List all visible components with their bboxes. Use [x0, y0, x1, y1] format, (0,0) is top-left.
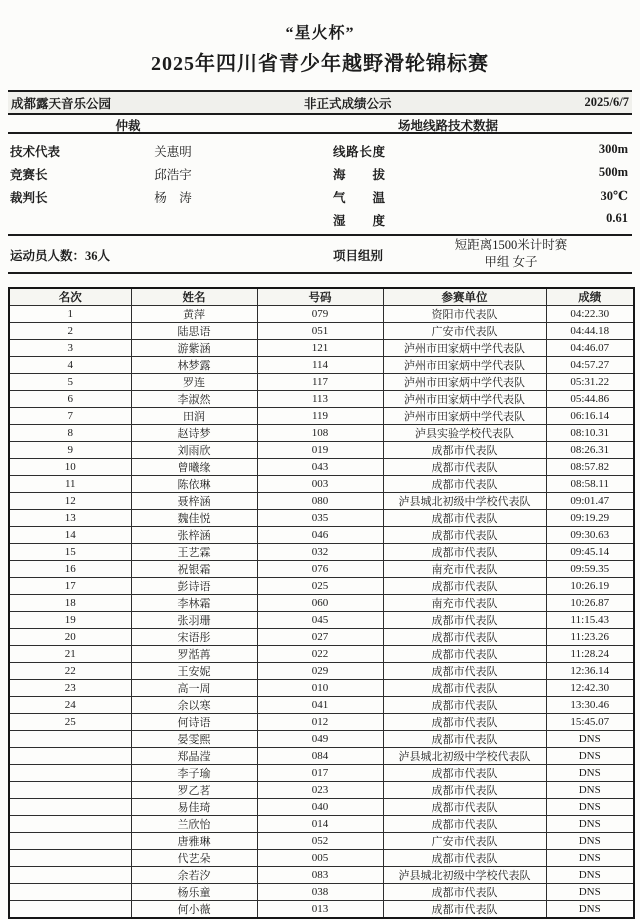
table-row	[9, 374, 634, 391]
course-metric: 海拔	[333, 168, 385, 182]
table-row	[9, 408, 634, 425]
bib-cell: 052	[257, 833, 383, 850]
name-cell: 刘雨欣	[131, 442, 257, 459]
team-cell: 成都市代表队	[383, 714, 546, 731]
rank-cell: 6	[9, 391, 131, 408]
result-cell: DNS	[546, 765, 634, 782]
result-cell: 04:22.30	[546, 306, 634, 323]
table-row	[9, 714, 634, 731]
result-cell: 09:59.35	[546, 561, 634, 578]
result-cell: 11:23.26	[546, 629, 634, 646]
team-cell: 成都市代表队	[383, 799, 546, 816]
bib-cell: 041	[257, 697, 383, 714]
rank-cell: 9	[9, 442, 131, 459]
bib-cell: 005	[257, 850, 383, 867]
result-cell: 08:57.82	[546, 459, 634, 476]
bib-cell: 038	[257, 884, 383, 901]
result-column-header: 成绩	[546, 288, 634, 306]
bib-cell: 051	[257, 323, 383, 340]
rank-cell: 2	[9, 323, 131, 340]
bib-cell: 025	[257, 578, 383, 595]
team-cell: 泸州市田家炳中学代表队	[383, 374, 546, 391]
name-cell: 罗湉苒	[131, 646, 257, 663]
bib-cell: 084	[257, 748, 383, 765]
course-value: 30℃	[600, 189, 628, 203]
name-cell: 何诗语	[131, 714, 257, 731]
team-cell: 成都市代表队	[383, 578, 546, 595]
name-cell: 陆思语	[131, 323, 257, 340]
course-value: 500m	[598, 165, 628, 179]
table-row	[9, 527, 634, 544]
table-row	[9, 510, 634, 527]
result-cell: DNS	[546, 884, 634, 901]
result-cell: 09:19.29	[546, 510, 634, 527]
table-row	[9, 884, 634, 901]
course-value: 0.61	[606, 211, 628, 225]
result-cell: 09:30.63	[546, 527, 634, 544]
rank-cell	[9, 901, 131, 919]
bib-cell: 119	[257, 408, 383, 425]
course-metric: 线路长度	[333, 145, 385, 159]
rank-cell: 11	[9, 476, 131, 493]
rank-cell: 14	[9, 527, 131, 544]
bib-cell: 017	[257, 765, 383, 782]
team-cell: 南充市代表队	[383, 595, 546, 612]
result-cell: DNS	[546, 731, 634, 748]
rank-cell	[9, 782, 131, 799]
team-cell: 泸县城北初级中学校代表队	[383, 748, 546, 765]
bib-cell: 076	[257, 561, 383, 578]
table-row	[9, 765, 634, 782]
bib-cell: 121	[257, 340, 383, 357]
meta-bar	[8, 90, 632, 115]
bib-cell: 113	[257, 391, 383, 408]
result-cell: DNS	[546, 833, 634, 850]
rank-cell: 22	[9, 663, 131, 680]
result-cell: 08:26.31	[546, 442, 634, 459]
team-cell: 成都市代表队	[383, 459, 546, 476]
team-cell: 成都市代表队	[383, 510, 546, 527]
result-cell: 12:42.30	[546, 680, 634, 697]
rank-cell: 15	[9, 544, 131, 561]
team-cell: 泸县实验学校代表队	[383, 425, 546, 442]
name-cell: 王安妮	[131, 663, 257, 680]
table-row	[9, 629, 634, 646]
meta-info-block	[8, 90, 632, 274]
results-body	[9, 306, 634, 919]
table-row	[9, 442, 634, 459]
table-row	[9, 816, 634, 833]
rank-cell	[9, 867, 131, 884]
bib-column-header: 号码	[257, 288, 383, 306]
info-row	[8, 139, 632, 162]
name-cell: 张梓涵	[131, 527, 257, 544]
rank-cell	[9, 731, 131, 748]
table-row	[9, 850, 634, 867]
name-cell: 杨乐童	[131, 884, 257, 901]
name-cell: 宋语彤	[131, 629, 257, 646]
event-name: 短距离1500米计时赛	[454, 238, 568, 252]
team-cell: 成都市代表队	[383, 731, 546, 748]
table-row	[9, 799, 634, 816]
result-cell: 05:44.86	[546, 391, 634, 408]
table-row	[9, 731, 634, 748]
team-cell: 泸县城北初级中学校代表队	[383, 493, 546, 510]
course-metric: 湿度	[333, 214, 385, 228]
rank-cell: 23	[9, 680, 131, 697]
result-cell: 04:57.27	[546, 357, 634, 374]
result-cell: 09:01.47	[546, 493, 634, 510]
result-cell: 10:26.19	[546, 578, 634, 595]
name-column-header: 姓名	[131, 288, 257, 306]
result-cell: 10:26.87	[546, 595, 634, 612]
result-cell: 11:28.24	[546, 646, 634, 663]
rank-cell: 24	[9, 697, 131, 714]
bib-cell: 049	[257, 731, 383, 748]
team-cell: 成都市代表队	[383, 697, 546, 714]
table-row	[9, 357, 634, 374]
rank-cell	[9, 816, 131, 833]
rank-cell: 5	[9, 374, 131, 391]
result-cell: 12:36.14	[546, 663, 634, 680]
name-cell: 游紫涵	[131, 340, 257, 357]
rank-cell: 7	[9, 408, 131, 425]
table-row	[9, 833, 634, 850]
rank-cell: 13	[9, 510, 131, 527]
team-cell: 成都市代表队	[383, 782, 546, 799]
name-cell: 李淑然	[131, 391, 257, 408]
title-block	[0, 20, 640, 76]
rank-cell: 4	[9, 357, 131, 374]
result-cell: DNS	[546, 867, 634, 884]
bib-cell: 022	[257, 646, 383, 663]
official-role: 技术代表	[10, 145, 61, 159]
name-cell: 魏佳悦	[131, 510, 257, 527]
bib-cell: 079	[257, 306, 383, 323]
rank-cell: 20	[9, 629, 131, 646]
team-cell: 泸县城北初级中学校代表队	[383, 867, 546, 884]
event-group-value	[396, 237, 626, 271]
name-cell: 彭诗语	[131, 578, 257, 595]
name-cell: 唐雅琳	[131, 833, 257, 850]
rank-cell	[9, 765, 131, 782]
rank-cell: 10	[9, 459, 131, 476]
official-name: 关惠明	[154, 145, 192, 159]
name-cell: 高一周	[131, 680, 257, 697]
team-cell: 成都市代表队	[383, 442, 546, 459]
team-cell: 成都市代表队	[383, 850, 546, 867]
info-row	[8, 208, 632, 231]
name-cell: 易佳琦	[131, 799, 257, 816]
official-role: 竞赛长	[10, 168, 48, 182]
table-row	[9, 748, 634, 765]
table-row	[9, 782, 634, 799]
result-cell: 06:16.14	[546, 408, 634, 425]
name-cell: 聂梓涵	[131, 493, 257, 510]
bib-cell: 014	[257, 816, 383, 833]
team-cell: 成都市代表队	[383, 901, 546, 919]
team-column-header: 参赛单位	[383, 288, 546, 306]
competition-title: 2025年四川省青少年越野滑轮锦标赛	[151, 53, 489, 75]
bib-cell: 083	[257, 867, 383, 884]
name-cell: 林梦露	[131, 357, 257, 374]
team-cell: 泸州市田家炳中学代表队	[383, 408, 546, 425]
result-cell: DNS	[546, 748, 634, 765]
rank-cell: 25	[9, 714, 131, 731]
bib-cell: 043	[257, 459, 383, 476]
team-cell: 广安市代表队	[383, 833, 546, 850]
bib-cell: 032	[257, 544, 383, 561]
result-cell: 04:44.18	[546, 323, 634, 340]
team-cell: 成都市代表队	[383, 612, 546, 629]
bib-cell: 013	[257, 901, 383, 919]
team-cell: 成都市代表队	[383, 476, 546, 493]
table-row	[9, 391, 634, 408]
event-class: 甲组 女子	[484, 255, 538, 269]
table-row	[9, 697, 634, 714]
bib-cell: 019	[257, 442, 383, 459]
table-row	[9, 901, 634, 919]
table-row	[9, 612, 634, 629]
competition-cup-name: “星火杯”	[285, 25, 355, 42]
table-row	[9, 459, 634, 476]
team-cell: 泸州市田家炳中学代表队	[383, 340, 546, 357]
info-row	[8, 162, 632, 185]
event-group-label: 项目组别	[333, 249, 384, 263]
venue-label: 成都露天音乐公园	[11, 96, 112, 111]
team-cell: 资阳市代表队	[383, 306, 546, 323]
rank-cell: 12	[9, 493, 131, 510]
bib-cell: 114	[257, 357, 383, 374]
bib-cell: 035	[257, 510, 383, 527]
table-row	[9, 595, 634, 612]
result-cell: DNS	[546, 799, 634, 816]
bib-cell: 040	[257, 799, 383, 816]
table-row	[9, 340, 634, 357]
bib-cell: 003	[257, 476, 383, 493]
rank-cell	[9, 850, 131, 867]
name-cell: 李林霜	[131, 595, 257, 612]
table-row	[9, 425, 634, 442]
table-row	[9, 323, 634, 340]
name-cell: 罗连	[131, 374, 257, 391]
table-row	[9, 680, 634, 697]
team-cell: 成都市代表队	[383, 646, 546, 663]
bib-cell: 117	[257, 374, 383, 391]
rank-cell	[9, 748, 131, 765]
team-cell: 南充市代表队	[383, 561, 546, 578]
name-cell: 陈依琳	[131, 476, 257, 493]
bib-cell: 045	[257, 612, 383, 629]
course-section-header: 场地线路技术数据	[397, 119, 498, 133]
bib-cell: 012	[257, 714, 383, 731]
team-cell: 成都市代表队	[383, 765, 546, 782]
jury-section-header: 仲裁	[115, 119, 141, 133]
rank-cell: 19	[9, 612, 131, 629]
bib-cell: 060	[257, 595, 383, 612]
rank-cell	[9, 799, 131, 816]
result-cell: DNS	[546, 816, 634, 833]
result-cell: 15:45.07	[546, 714, 634, 731]
name-cell: 兰欣怡	[131, 816, 257, 833]
rank-cell	[9, 884, 131, 901]
name-cell: 何小薇	[131, 901, 257, 919]
team-cell: 泸州市田家炳中学代表队	[383, 391, 546, 408]
team-cell: 成都市代表队	[383, 527, 546, 544]
official-name: 杨 涛	[154, 191, 192, 205]
team-cell: 成都市代表队	[383, 544, 546, 561]
bib-cell: 023	[257, 782, 383, 799]
info-row	[8, 185, 632, 208]
official-role: 裁判长	[10, 191, 48, 205]
result-cell: 08:10.31	[546, 425, 634, 442]
table-row	[9, 493, 634, 510]
athlete-count: 运动员人数：36人	[10, 249, 111, 263]
result-cell: 04:46.07	[546, 340, 634, 357]
name-cell: 李子瑜	[131, 765, 257, 782]
bib-cell: 027	[257, 629, 383, 646]
rank-cell: 18	[9, 595, 131, 612]
official-name: 邱浩宇	[154, 168, 192, 182]
rank-column-header: 名次	[9, 288, 131, 306]
team-cell: 成都市代表队	[383, 629, 546, 646]
result-cell: DNS	[546, 850, 634, 867]
name-cell: 郑晶滢	[131, 748, 257, 765]
name-cell: 晏雯熙	[131, 731, 257, 748]
name-cell: 王艺霖	[131, 544, 257, 561]
name-cell: 罗乙茗	[131, 782, 257, 799]
result-cell: 05:31.22	[546, 374, 634, 391]
course-metric: 气温	[333, 191, 385, 205]
rank-cell: 8	[9, 425, 131, 442]
course-value: 300m	[598, 142, 628, 156]
section-headers-row	[8, 115, 632, 134]
table-row	[9, 578, 634, 595]
table-row	[9, 306, 634, 323]
bib-cell: 046	[257, 527, 383, 544]
bib-cell: 010	[257, 680, 383, 697]
event-info-row	[8, 236, 632, 274]
result-cell: DNS	[546, 901, 634, 919]
header-row	[9, 288, 634, 306]
name-cell: 祝银霜	[131, 561, 257, 578]
officials-and-course-data	[8, 134, 632, 236]
name-cell: 代艺朵	[131, 850, 257, 867]
name-cell: 赵诗梦	[131, 425, 257, 442]
team-cell: 成都市代表队	[383, 680, 546, 697]
table-row	[9, 544, 634, 561]
team-cell: 广安市代表队	[383, 323, 546, 340]
name-cell: 曾曦缘	[131, 459, 257, 476]
rank-cell: 21	[9, 646, 131, 663]
bib-cell: 029	[257, 663, 383, 680]
bib-cell: 108	[257, 425, 383, 442]
results-table-header	[9, 288, 634, 306]
name-cell: 余以寒	[131, 697, 257, 714]
name-cell: 张羽珊	[131, 612, 257, 629]
team-cell: 成都市代表队	[383, 663, 546, 680]
result-cell: 09:45.14	[546, 544, 634, 561]
table-row	[9, 867, 634, 884]
rank-cell: 16	[9, 561, 131, 578]
rank-cell: 17	[9, 578, 131, 595]
name-cell: 田润	[131, 408, 257, 425]
results-table	[8, 287, 635, 919]
date-label: 2025/6/7	[584, 95, 629, 109]
result-cell: 13:30.46	[546, 697, 634, 714]
name-cell: 黄萍	[131, 306, 257, 323]
rank-cell: 1	[9, 306, 131, 323]
team-cell: 泸州市田家炳中学代表队	[383, 357, 546, 374]
team-cell: 成都市代表队	[383, 816, 546, 833]
table-row	[9, 476, 634, 493]
team-cell: 成都市代表队	[383, 884, 546, 901]
name-cell: 余若汐	[131, 867, 257, 884]
result-cell: 11:15.43	[546, 612, 634, 629]
table-row	[9, 663, 634, 680]
table-row	[9, 561, 634, 578]
bib-cell: 080	[257, 493, 383, 510]
notice-label: 非正式成绩公示	[304, 96, 392, 111]
rank-cell: 3	[9, 340, 131, 357]
table-row	[9, 646, 634, 663]
result-cell: DNS	[546, 782, 634, 799]
result-cell: 08:58.11	[546, 476, 634, 493]
rank-cell	[9, 833, 131, 850]
